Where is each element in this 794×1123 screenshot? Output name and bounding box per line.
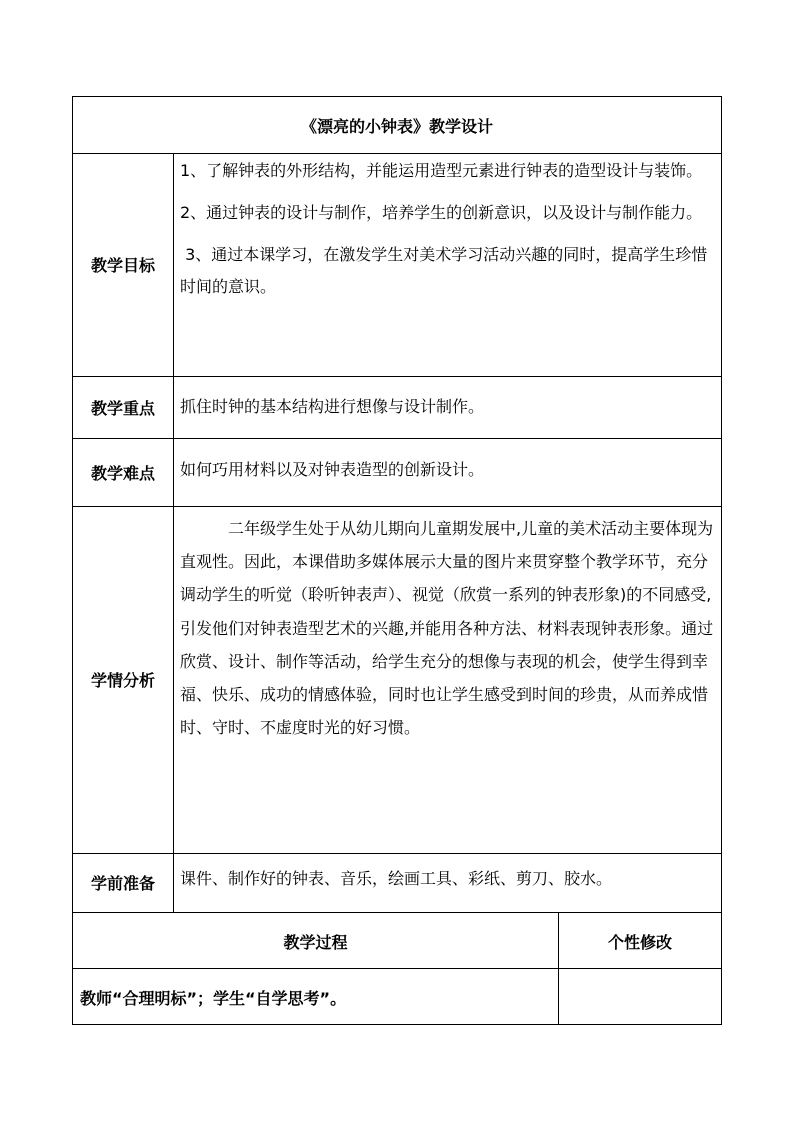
- key-points-text: 抓住时钟的基本结构进行想像与设计制作。: [180, 396, 485, 416]
- goal-item-3: 3、通过本课学习，在激发学生对美术学习活动兴趣的同时，提高学生珍惜时间的意识。: [180, 245, 708, 296]
- preparation-text: 课件、制作好的钟表、音乐，绘画工具、彩纸、剪刀、胶水。: [180, 868, 613, 888]
- goal-item-2: 2、通过钟表的设计与制作，培养学生的创新意识，以及设计与制作能力。: [180, 203, 703, 222]
- difficulties-label: 教学难点: [90, 463, 155, 483]
- analysis-label: 学情分析: [90, 671, 155, 690]
- goal-item-1: 1、了解钟表的外形结构，并能运用造型元素进行钟表的造型设计与装饰。: [180, 161, 703, 180]
- preparation-label: 学前准备: [90, 874, 155, 893]
- process-header: 教学过程: [283, 932, 348, 952]
- goals-label: 教学目标: [90, 256, 155, 275]
- table-border-right: [721, 96, 722, 1025]
- difficulties-text: 如何巧用材料以及对钟表造型的创新设计。: [180, 459, 485, 479]
- document-title: 《漂亮的小钟表》教学设计: [300, 116, 493, 136]
- modify-header: 个性修改: [607, 932, 672, 952]
- table-rule-label-column: [173, 153, 174, 913]
- analysis-content: [180, 512, 714, 744]
- goals-content: [180, 155, 718, 303]
- process-first-row: 教师“合理明标”；学生“自学思考”。: [80, 988, 347, 1008]
- key-points-label: 教学重点: [90, 398, 155, 418]
- analysis-text: 二年级学生处于从幼儿期向儿童期发展中,儿童的美术活动主要体现为直观性。因此，本课借助多媒体展示大量的图片来贯穿整个教学环节，充分调动学生的听觉（聆听钟表声）、视觉（欣赏一系列的钟表形象)的不同感受,引发他们对钟表造型艺术的兴趣,并能用各种方法、材料表现钟表形象。通过欣赏、设计、制作等活动，给学生充分的想像与表现的机会，使学生得到幸福、快乐、成功的情感体验，同时也让学生感受到时间的珍贵，从而养成惜时、守时、不虚度时光的好习惯。: [180, 519, 714, 738]
